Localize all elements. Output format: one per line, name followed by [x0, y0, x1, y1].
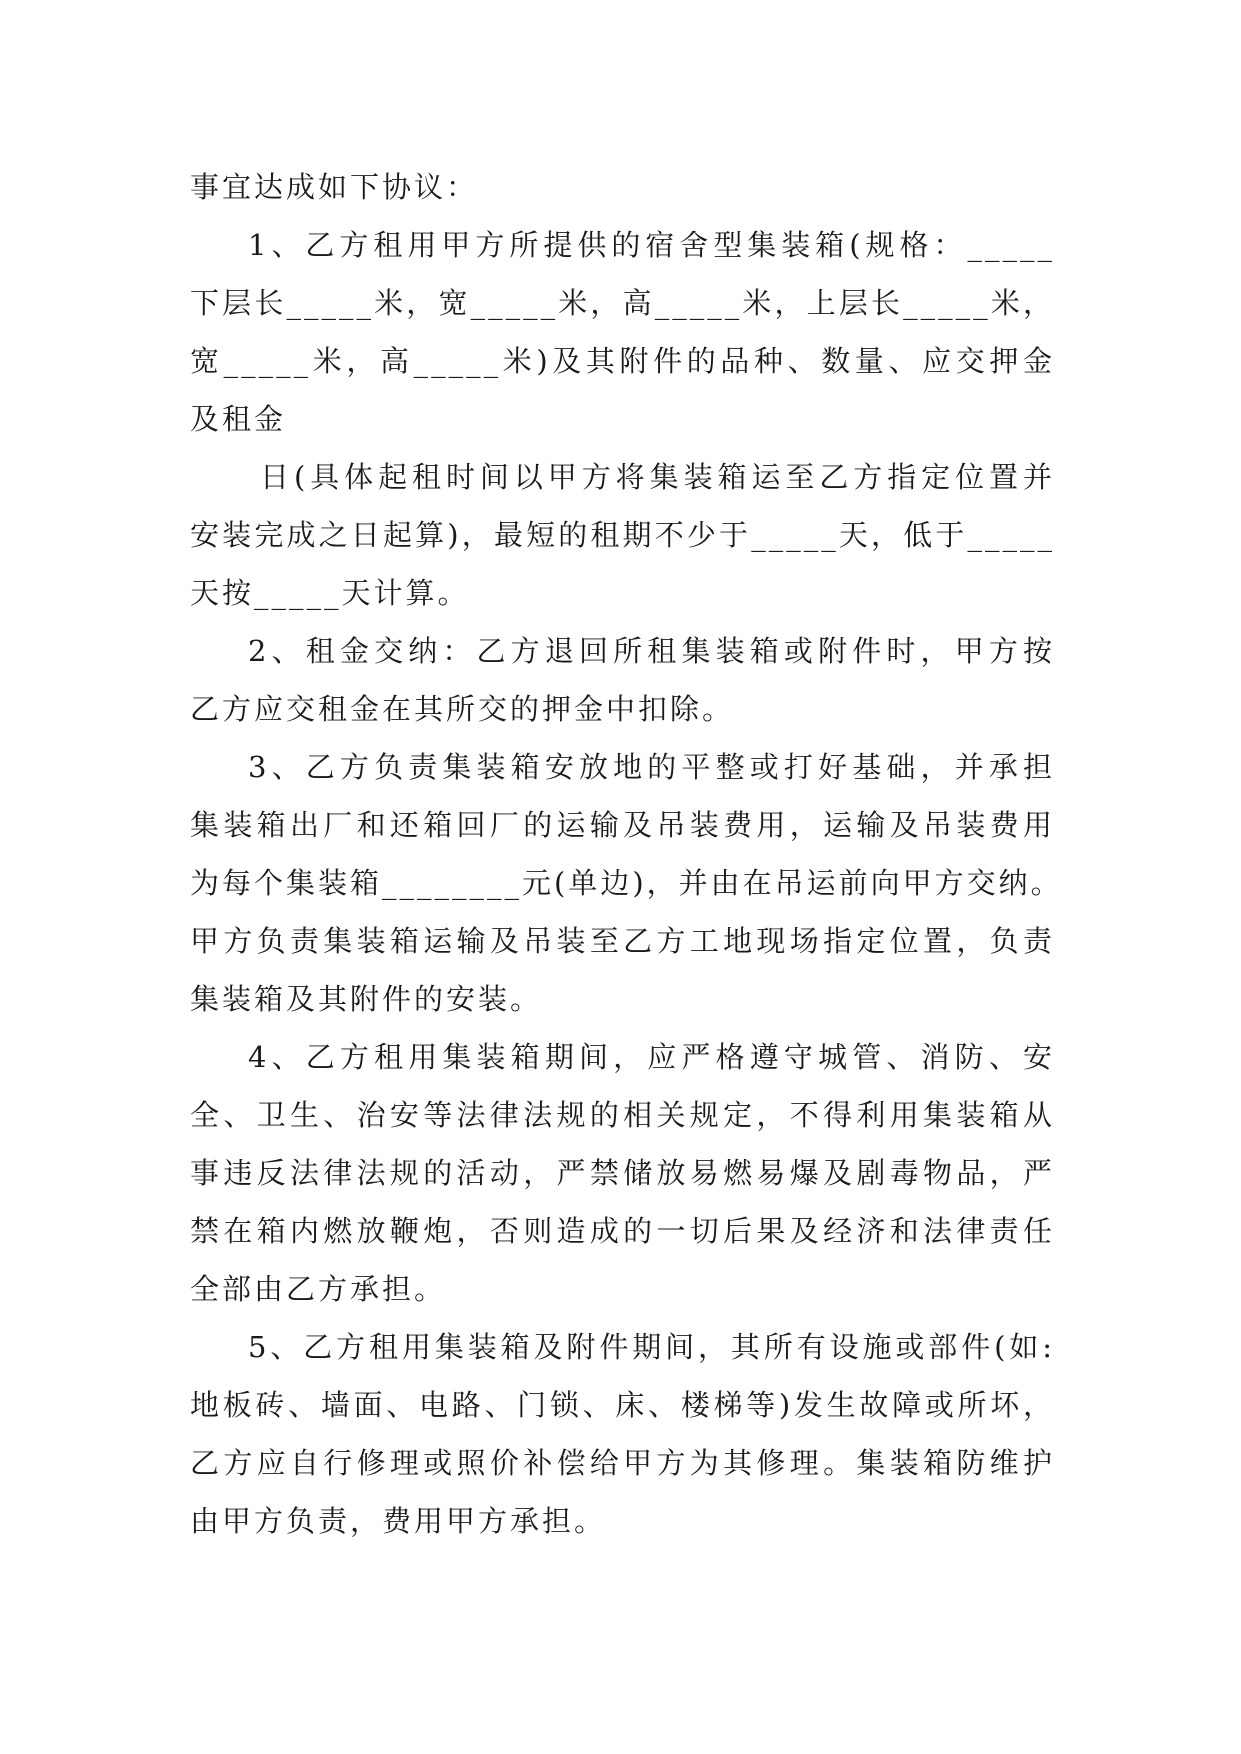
text-line-4: 宽_____米，高_____米)及其附件的品种、数量、应交押金	[190, 344, 1055, 378]
text-line-6: 日(具体起租时间以甲方将集装箱运至乙方指定位置并	[260, 460, 1055, 494]
text-line-21: 5、乙方租用集装箱及附件期间，其所有设施或部件(如:	[248, 1330, 1055, 1364]
text-line-15: 集装箱及其附件的安装。	[190, 982, 543, 1016]
text-line-19: 禁在箱内燃放鞭炮，否则造成的一切后果及经济和法律责任	[190, 1214, 1055, 1248]
text-line-24: 由甲方负责，费用甲方承担。	[190, 1504, 607, 1538]
text-line-7: 安装完成之日起算)，最短的租期不少于_____天，低于_____	[190, 518, 1055, 552]
text-line-20: 全部由乙方承担。	[190, 1272, 447, 1306]
text-line-3: 下层长_____米，宽_____米，高_____米，上层长_____米，	[190, 286, 1055, 320]
text-line-12: 集装箱出厂和还箱回厂的运输及吊装费用，运输及吊装费用	[190, 808, 1055, 842]
text-line-23: 乙方应自行修理或照价补偿给甲方为其修理。集装箱防维护	[190, 1446, 1055, 1480]
text-line-8: 天按_____天计算。	[190, 576, 470, 610]
text-line-5: 及租金	[190, 402, 287, 436]
text-line-11: 3、乙方负责集装箱安放地的平整或打好基础，并承担	[248, 750, 1055, 784]
text-line-9: 2、租金交纳：乙方退回所租集装箱或附件时，甲方按	[248, 634, 1055, 668]
text-line-10: 乙方应交租金在其所交的押金中扣除。	[190, 692, 735, 726]
text-line-13: 为每个集装箱________元(单边)，并由在吊运前向甲方交纳。	[190, 866, 1063, 900]
text-line-22: 地板砖、墙面、电路、门锁、床、楼梯等)发生故障或所坏，	[190, 1388, 1055, 1422]
document-page	[190, 158, 1063, 1550]
text-line-18: 事违反法律法规的活动，严禁储放易燃易爆及剧毒物品，严	[190, 1156, 1055, 1190]
text-line-16: 4、乙方租用集装箱期间，应严格遵守城管、消防、安	[248, 1040, 1055, 1074]
text-line-2: 1、乙方租用甲方所提供的宿舍型集装箱(规格：_____	[248, 228, 1055, 262]
text-line-17: 全、卫生、治安等法律法规的相关规定，不得利用集装箱从	[190, 1098, 1055, 1132]
text-line-14: 甲方负责集装箱运输及吊装至乙方工地现场指定位置，负责	[190, 924, 1055, 958]
text-line-1: 事宜达成如下协议：	[190, 170, 479, 204]
